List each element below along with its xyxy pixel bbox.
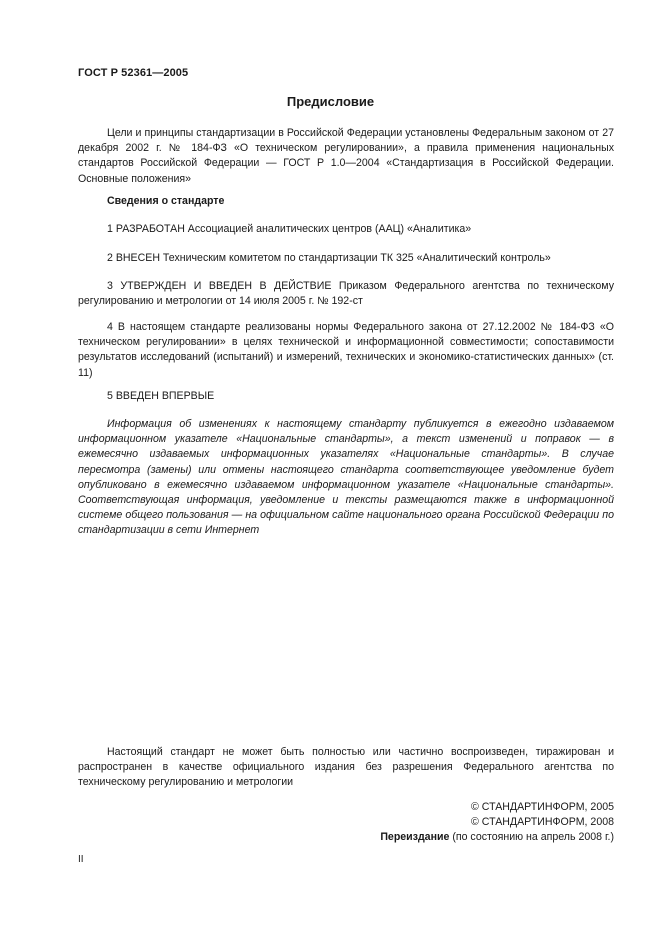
list-item-2: 2 ВНЕСЕН Техническим комитетом по стандартизации ТК 325 «Аналитический контроль» xyxy=(107,252,551,264)
page-number: II xyxy=(78,854,84,865)
copyright-notice: Настоящий стандарт не может быть полностью или частично воспроизведен, тиражирован и распространен в качестве официального издания без разрешения Федерального агентства по техническому регулированию и метрологии xyxy=(78,746,614,789)
info-notice: Информация об изменениях к настоящему стандарту публикуется в ежегодно издаваемом информационном указателе «Национальные стандарты», а текст изменений и поправок — в ежемесячно издаваемых информационных указателях «Национальные стандарты». В случае пересмотра (замены) или отмены настоящего стандарта соответствующее уведомление будет опубликовано в ежемесячно издаваемом информационном указателе «Национальные стандарты». Соответствующая информация, уведомление и тексты размещаются также в информационной системе общего пользования — на официальном сайте национального органа Российской Федерации по стандартизации в сети Интернет xyxy=(78,418,614,537)
copyright-line-2008: © СТАНДАРТИНФОРМ, 2008 xyxy=(471,816,614,829)
reissue-line xyxy=(380,830,614,845)
copyright-block xyxy=(380,800,614,846)
page-title: Предисловие xyxy=(286,94,375,109)
list-item-5: 5 ВВЕДЕН ВПЕРВЫЕ xyxy=(107,390,215,402)
reissue-label: Переиздание xyxy=(380,831,450,844)
section-heading: Сведения о стандарте xyxy=(107,195,225,207)
copyright-line-2005: © СТАНДАРТИНФОРМ, 2005 xyxy=(471,801,614,813)
list-item-1: 1 РАЗРАБОТАН Ассоциацией аналитических центров (ААЦ) «Аналитика» xyxy=(107,223,472,235)
list-item-4: 4 В настоящем стандарте реализованы нормы Федерального закона от 27.12.2002 № 184-ФЗ «О техническом регулировании» в целях технической и информационной совместимости; сопоставимости результатов исследований (испытаний) и измерений, технических и экономико-статистических данных» (ст. 11) xyxy=(78,321,614,379)
list-item-3: 3 УТВЕРЖДЕН И ВВЕДЕН В ДЕЙСТВИЕ Приказом Федерального агентства по техническому регулированию и метрологии от 14 июля 2005 г. № 192-ст xyxy=(78,280,614,308)
reissue-note: (по состоянию на апрель 2008 г.) xyxy=(449,831,614,844)
standard-code: ГОСТ Р 52361—2005 xyxy=(78,67,189,79)
intro-paragraph: Цели и принципы стандартизации в Российской Федерации установлены Федеральным законом от 27 декабря 2002 г. № 184-ФЗ «О техническом регулировании», а правила применения национальных стандартов Российской Федерации — ГОСТ Р 1.0—2004 «Стандартизация в Российской Федерации. Основные положения» xyxy=(78,127,614,185)
